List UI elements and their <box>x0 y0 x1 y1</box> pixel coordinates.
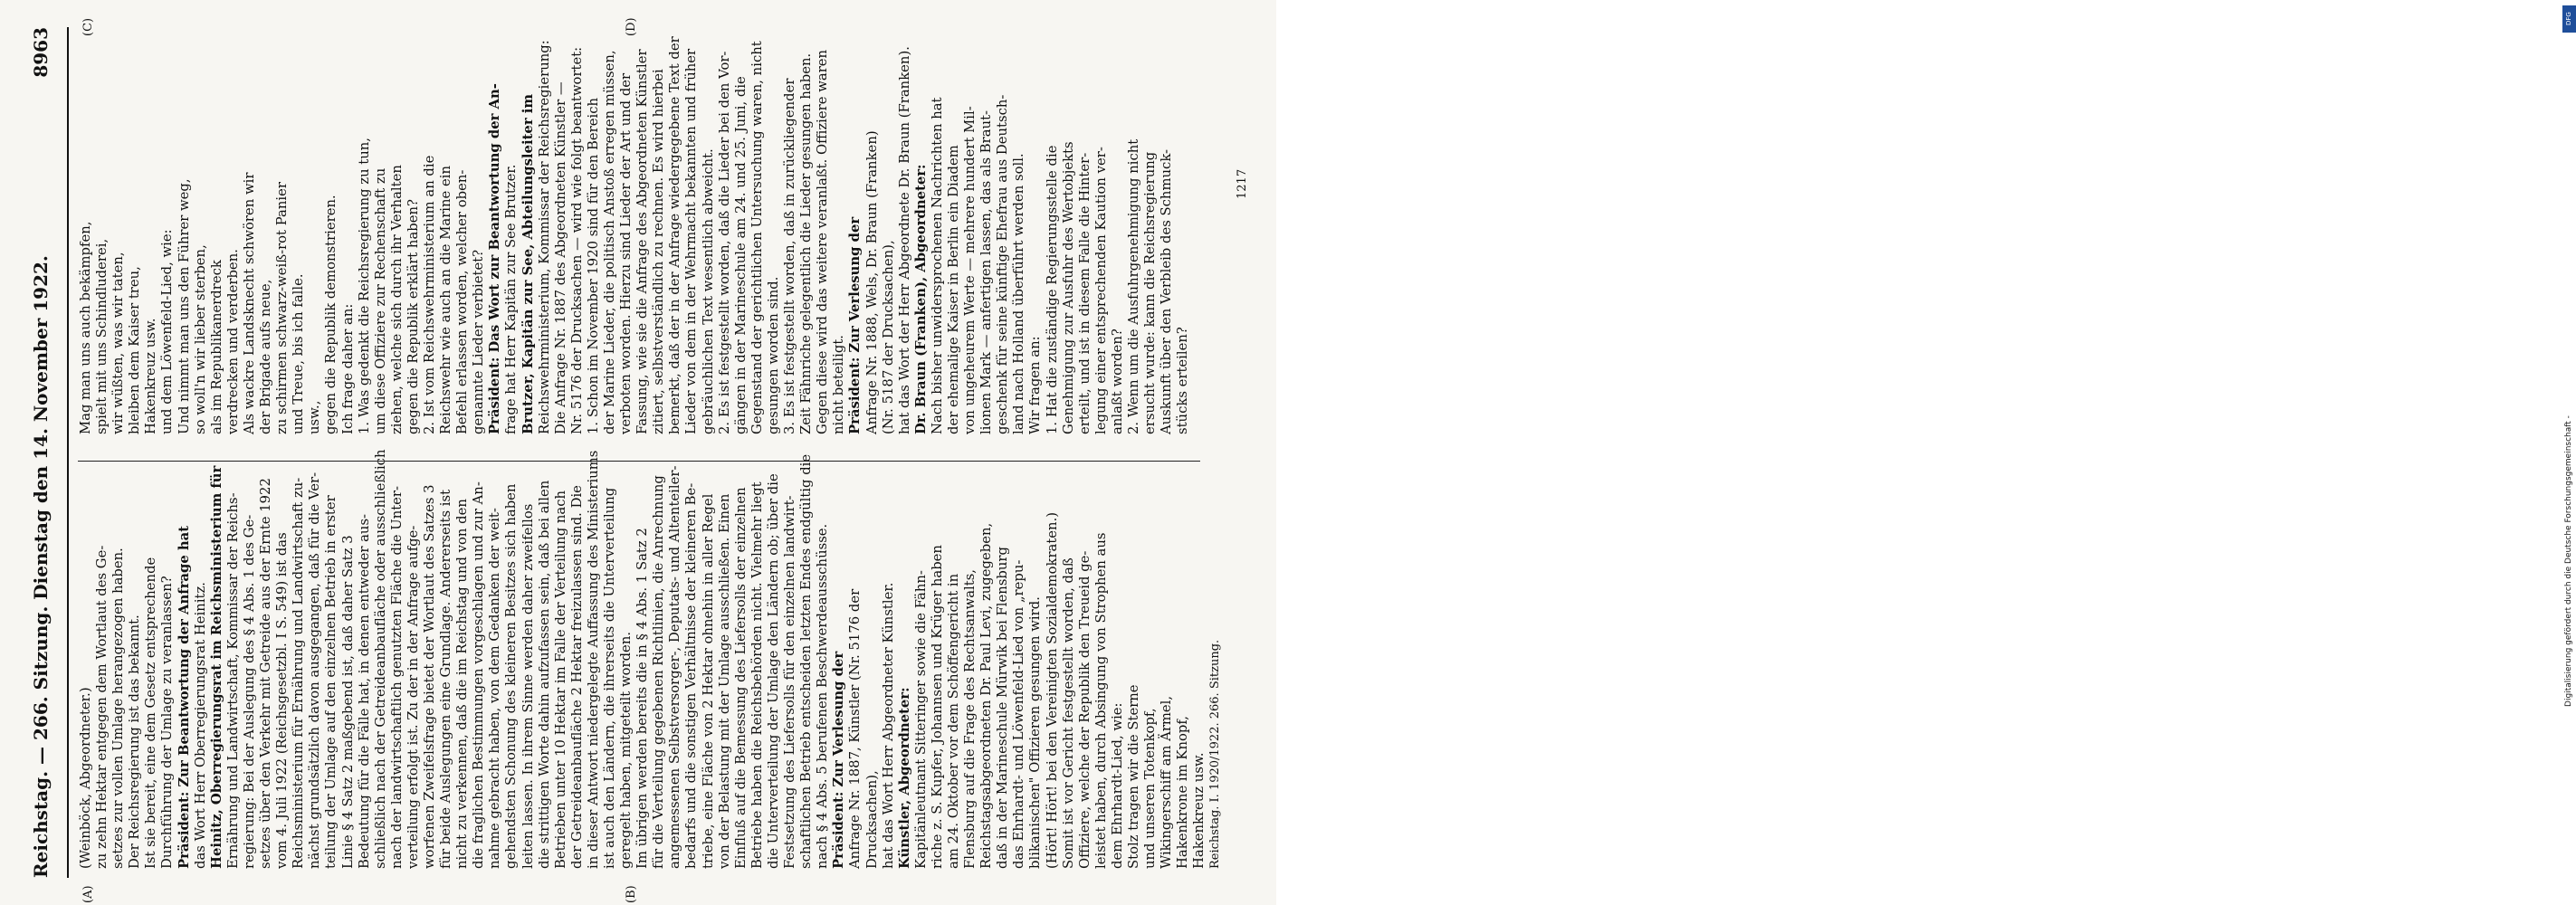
text-line: Durchführung der Umlage zu veranlassen? <box>159 576 176 869</box>
text-line: Hakenkreuz usw. <box>143 318 159 434</box>
text-line: Gegen diese wird das weitere veranlaßt. Offiziere waren <box>815 49 831 434</box>
text-line: schließlich nach der Getreideanbaufläche oder ausschließlich <box>372 449 388 869</box>
text-line: verdrecken und verderben. <box>224 249 241 434</box>
text-line: 2. Wenn um die Ausfuhrgenehmigung nicht <box>1126 138 1141 434</box>
text-line: die strittigen Worte dahin aufzufassen sein, daß bei allen <box>536 480 552 869</box>
text-line: Ist sie bereit, eine dem Gesetz entsprechende <box>143 557 159 869</box>
text-line: anlaßt worden? <box>1109 329 1125 434</box>
text-line: Offiziere, welche der Republik den Treueid ge- <box>1076 550 1092 869</box>
text-line: dem Ehrhardt-Lied, wie: <box>1109 702 1125 869</box>
text-line: nicht beteiligt. <box>831 335 847 434</box>
text-line: legung einer entsprechenden Kaution ver- <box>1092 147 1109 434</box>
text-line: (Weinböck, Abgeordneter.) <box>78 687 93 869</box>
text-line: Reichswehr wie auch an die Marine ein <box>438 165 454 434</box>
text-line: das Wort Herr Oberregierungsrat Heinitz. <box>192 581 208 869</box>
text-line: gehendsten Schonung des kleineren Besitzes sich haben <box>503 483 520 869</box>
text-line: blikanischen" Offizieren gesungen wird. <box>1027 596 1044 869</box>
text-line: 3. Es ist festgestellt worden, daß in zurückliegender <box>782 78 798 434</box>
text-line: stücks erteilen? <box>1175 327 1191 434</box>
text-line: schaftlichen Betrieb entscheiden letzten Endes endgültig die <box>798 453 815 869</box>
text-line: Fassung, wie sie die Anfrage des Abgeordneten Künstler <box>634 49 651 434</box>
text-line: Heinitz, Oberregierungsrat im Reichsministerium für <box>208 465 224 869</box>
text-line: Einfluß auf die Bemessung des Liefersolls der einzelnen <box>732 487 749 869</box>
text-line: Wikingerschiff am Ärmel, <box>1159 695 1175 869</box>
text-line: Stolz tragen wir die Sterne <box>1126 684 1141 869</box>
text-line: Gegenstand der gerichtlichen Untersuchung waren, nicht <box>749 41 765 434</box>
text-line: 2. Es ist festgestellt worden, daß die Lieder bei den Vor- <box>716 51 732 434</box>
side-credit-strip <box>1280 0 2573 905</box>
text-line: hat das Wort der Herr Abgeordnete Dr. Braun (Franken). <box>896 46 912 434</box>
text-line: regierung: Bei der Auslegung des § 4 Abs. 1 des Ge- <box>241 514 257 869</box>
text-line: Auskunft über den Verbleib des Schmuck- <box>1159 148 1175 434</box>
text-line: ist auch den Ländern, die ihrerseits die Unterverteilung <box>602 487 617 869</box>
text-line: (Hört! Hört! bei den Vereinigten Sozialdemokraten.) <box>1044 511 1060 869</box>
text-line: hat das Wort Herr Abgeordneter Künstler. <box>880 582 896 869</box>
text-line: Präsident: Zur Beantwortung der Anfrage hat <box>176 525 192 869</box>
text-line: Im übrigen werden bereits die in § 4 Abs. 1 Satz 2 <box>634 528 651 869</box>
text-line: Somit ist vor Gericht festgestellt worden, daß <box>1060 557 1076 869</box>
text-line: nicht zu verkennen, daß die im Reichstag und von den <box>454 499 471 869</box>
text-line: nach der landwirtschaftlich genutzten Fläche die Unter- <box>388 486 405 869</box>
text-line: Reichswehrministerium, Kommissar der Reichsregierung: <box>536 40 552 434</box>
text-line: der ehemalige Kaiser in Berlin ein Diadem <box>945 145 961 434</box>
margin-mark-c: (C) <box>81 17 95 36</box>
text-line: Und nimmt man uns den Führer weg, <box>176 178 192 434</box>
text-line: Nr. 5176 der Drucksachen — wird wie folgt beantwortet: <box>568 46 585 434</box>
text-line: Linie § 4 Satz 2 maßgebend ist, daß daher Satz 3 <box>339 535 356 869</box>
text-line: geschenk für seine künftige Ehefrau aus Deutsch- <box>995 94 1011 434</box>
text-line: als im Republikanerdreck <box>208 260 224 434</box>
text-line: nach § 4 Abs. 5 berufenen Beschwerdeausschüsse. <box>815 523 831 869</box>
text-line: land nach Holland überführt werden soll. <box>1011 153 1027 434</box>
text-line: Drucksachen), <box>863 770 880 869</box>
text-line: Kapitänleutnant Sitteringer sowie die Fähn- <box>912 570 929 869</box>
text-line: der Brigade aufs neue, <box>258 279 274 434</box>
text-line: Bedeutung für die Fälle hat, in denen entweder aus- <box>356 513 372 869</box>
printer-number: 1217 <box>1236 168 1249 199</box>
text-line: erteilt, und ist in diesem Falle die Hinter- <box>1076 152 1092 434</box>
text-line: Hakenkrone im Knopf, <box>1175 715 1191 869</box>
text-line: Wir fragen an: <box>1027 336 1044 434</box>
text-line: zitiert, selbstverständlich zu rechnen. Es wird hierbei <box>651 69 667 434</box>
text-line: Anfrage Nr. 1888, Wels, Dr. Braun (Franken) <box>863 130 880 434</box>
text-line: lionen Mark — anfertigen lassen, das als Braut- <box>978 110 995 434</box>
text-line: Reichsministerium für Ernährung und Landwirtschaft zu- <box>291 477 307 869</box>
text-line: Anfrage Nr. 1887, Künstler (Nr. 5176 der <box>847 588 863 869</box>
text-line: Künstler, Abgeordneter: <box>896 687 912 869</box>
text-line: frage hat Herr Kapitän zur See Brutzer. <box>503 164 520 434</box>
text-line: Präsident: Das Wort zur Beantwortung der An- <box>487 83 503 434</box>
text-line: gegen die Republik demonstrieren. <box>323 195 339 434</box>
text-line: 2. Ist vom Reichswehrministerium an die <box>421 155 437 434</box>
text-line: so woll'n wir lieber sterben, <box>192 244 208 434</box>
text-line: die Unterverteilung der Umlage den Ländern ob; über die <box>765 473 781 869</box>
text-line: der Getreideanbaufläche 2 Hektar freizulassen sind. Die <box>568 485 585 869</box>
text-line: zu schirmen schwarz-weiß-rot Panier <box>274 182 291 434</box>
text-line: Genehmigung zur Ausfuhr des Wertobjekts <box>1060 141 1076 434</box>
text-line: Betriebe haben die Reichsbehörden nicht. Vielmehr liegt <box>749 481 765 869</box>
text-line: nächst grundsätzlich davon ausgegangen, daß für die Ver- <box>307 472 323 869</box>
text-line: setzes zur vollen Umlage herangezogen haben. <box>110 548 127 869</box>
text-line: gängen in der Marineschule am 24. und 25. Juni, die <box>732 76 749 434</box>
text-line: setzes über den Verkehr mit Getreide aus der Ernte 1922 <box>258 478 274 869</box>
dfg-logo: DFG <box>2562 5 2576 33</box>
text-line: 1. Schon im November 1920 sind für den Bereich <box>585 97 601 434</box>
margin-mark-a: (A) <box>81 885 95 903</box>
text-line: genannte Lieder verbietet? <box>471 249 487 434</box>
text-line: geregelt haben, mitgeteilt worden. <box>618 631 634 869</box>
text-line: Festsetzung des Liefersolls für den einzelnen landwirt- <box>782 495 798 869</box>
text-line: und Treue, bis ich falle. <box>291 273 307 434</box>
text-line: Als wackre Landsknecht schwören wir <box>241 172 257 434</box>
text-line: zu zehn Hektar entgegen dem Wortlaut des Ge- <box>94 545 110 869</box>
text-line: gegen die Republik erklärt haben? <box>405 199 421 434</box>
text-line: gesungen worden sind. <box>765 276 781 434</box>
text-line: daß in der Marineschule Mürwik bei Flensburg <box>995 547 1011 869</box>
text-line: bleiben dem Kaiser treu, <box>127 266 143 434</box>
page-number: 8963 <box>30 27 52 78</box>
text-line: für beide Auslegungen eine Grundlage. Andererseits ist <box>438 489 454 869</box>
text-line: von der Belastung mit der Umlage ausschließen. Einen <box>716 493 732 869</box>
text-line: triebe, eine Fläche von 2 Hektar ohnehin in aller Regel <box>700 493 716 869</box>
text-line: Die Anfrage Nr. 1887 des Abgeordneten Künstler — <box>552 81 568 434</box>
column-divider <box>78 461 1200 462</box>
text-column-left <box>78 449 1207 869</box>
text-line: Präsident: Zur Verlesung der <box>847 216 863 434</box>
text-line: Ernährung und Landwirtschaft, Kommissar der Reichs- <box>224 492 241 869</box>
text-line: von ungeheurem Werte — mehrere hundert Mil- <box>962 106 978 434</box>
text-line: Befehl erlassen worden, welcher oben- <box>454 169 471 434</box>
page-header <box>25 27 69 878</box>
text-line: Flensburg auf die Frage des Rechtsanwalts, <box>962 568 978 869</box>
header-date: Dienstag den 14. November 1922. <box>30 255 52 600</box>
text-line: bemerkt, daß der in der Anfrage wiedergegebene Text der <box>667 36 683 434</box>
text-line: wir wüßten, was wir taten, <box>110 252 127 434</box>
text-line: 1. Was gedenkt die Reichsregierung zu tun, <box>356 137 372 434</box>
text-line: und dem Löwenfeld-Lied, wie: <box>159 229 176 434</box>
text-line: 1. Hat die zuständige Regierungsstelle die <box>1044 145 1060 434</box>
text-line: Lieder von dem in der Wehrmacht bekannten und früher <box>683 48 700 434</box>
text-line: verboten worden. Hierzu sind Lieder der Art und der <box>618 72 634 434</box>
text-line: ersucht wurde: kann die Reichsregierung <box>1142 151 1159 434</box>
text-line: Brutzer, Kapitän zur See, Abteilungsleiter im <box>520 93 536 434</box>
text-line: verteilung erfolgt ist. Zu der in der Anfrage aufge- <box>405 525 421 869</box>
scanned-page <box>0 0 1276 905</box>
text-line: um diese Offiziere zur Rechenschaft zu <box>372 167 388 434</box>
text-line: nahme gebracht haben, von dem Gedanken der weit- <box>487 508 503 869</box>
text-line: vom 4. Juli 1922 (Reichsgesetzbl. I S. 549) ist das <box>274 532 291 869</box>
text-line: am 24. Oktober vor dem Schöffengericht in <box>945 573 961 869</box>
text-line: die fraglichen Bestimmungen vorgeschlagen und zur An- <box>471 481 487 869</box>
text-line: Betrieben unter 10 Hektar im Falle der Verteilung nach <box>552 490 568 869</box>
text-line: angemessenen Selbstversorger-, Deputats- und Altenteiler- <box>667 465 683 869</box>
text-line: riche z. S. Kupfer, Johannsen und Krüger haben <box>929 545 945 869</box>
text-line: Nach bisher unwidersprochenen Nachrichten hat <box>929 97 945 434</box>
text-line: gebräuchlichen Text wesentlich abweicht. <box>700 148 716 434</box>
text-line: Zeit Fähnriche gelegentlich die Lieder gesungen haben. <box>798 52 815 434</box>
margin-mark-b: (B) <box>625 885 638 903</box>
text-line: spielt mit uns Schindluderei, <box>94 238 110 434</box>
text-line: leistet haben, durch Absingung von Strophen aus <box>1092 532 1109 869</box>
text-line: leiten lassen. In ihrem Sinne werden daher zweifellos <box>520 503 536 869</box>
margin-mark-d: (D) <box>625 17 638 36</box>
text-line: Hakenkreuz usw. <box>1191 752 1207 869</box>
page-footer: Reichstag. I. 1920/1922. 266. Sitzung. <box>1208 639 1222 869</box>
text-line: Der Reichsregierung ist das bekannt. <box>127 614 143 869</box>
text-column-right <box>78 32 1191 434</box>
text-line: teilung der Umlage auf den einzelnen Betrieb in erster <box>323 495 339 869</box>
text-line: der Marine Lieder, die politisch Anstoß erregen müssen, <box>602 50 617 434</box>
text-line: das Ehrhardt- und Löwenfeld-Lied von „repu- <box>1011 559 1027 869</box>
text-line: Präsident: Zur Verlesung der <box>831 651 847 869</box>
text-line: in dieser Antwort niedergelegte Auffassung des Ministeriums <box>585 450 601 869</box>
text-line: bedarfs und die sonstigen Verhältnisse der kleineren Be- <box>683 482 700 869</box>
rotated-page <box>0 0 1276 905</box>
text-line: Mag man uns auch bekämpfen, <box>78 221 93 434</box>
text-line: und unseren Totenkopf, <box>1142 708 1159 869</box>
digitization-credit: Digitalisierung gefördert durch die Deutsche Forschungsgemeinschaft - <box>2564 415 2573 707</box>
text-line: (Nr. 5187 der Drucksachen), <box>880 240 896 434</box>
text-line: usw., <box>307 400 323 434</box>
header-left: Reichstag. — 266. Sitzung. Dienstag den 14. November 1922. <box>30 255 52 878</box>
text-line: Dr. Braun (Franken), Abgeordneter: <box>912 164 929 434</box>
text-line: ziehen, welche sich durch ihr Verhalten <box>388 165 405 434</box>
text-line: für die Verteilung gegebenen Richtlinien, die Anrechnung <box>651 475 667 869</box>
text-line: worfenen Zweifelsfrage bietet der Wortlaut des Satzes 3 <box>421 484 437 869</box>
text-line: Ich frage daher an: <box>339 303 356 434</box>
text-line: Reichstagsabgeordneten Dr. Paul Levi, zugegeben, <box>978 522 995 869</box>
